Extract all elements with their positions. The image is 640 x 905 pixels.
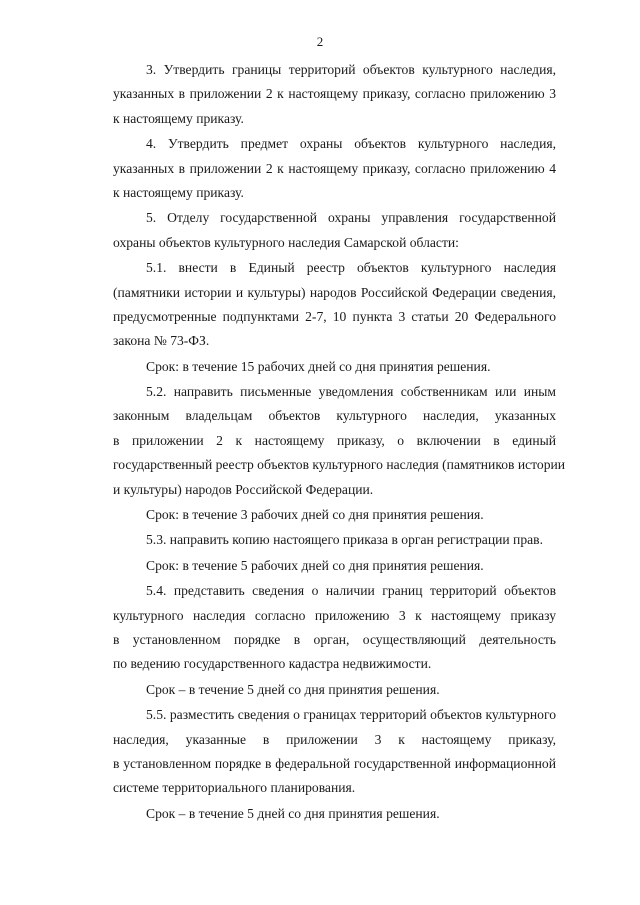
- text-line: 5.5. разместить сведения о границах территорий объектов культурного: [146, 707, 556, 723]
- text-line: Срок: в течение 5 рабочих дней со дня принятия решения.: [146, 557, 484, 573]
- text-line: в установленном порядке в федеральной государственной информационной: [113, 755, 556, 771]
- deadline-5-5: [113, 802, 556, 826]
- text-line: наследия, указанные в приложении 3 к настоящему приказу,: [113, 731, 556, 747]
- text-line: 5.2. направить письменные уведомления собственникам или иным: [146, 384, 556, 400]
- text-line: предусмотренные подпунктами 2-7, 10 пункта 3 статьи 20 Федерального: [113, 308, 556, 324]
- paragraph-item-5-2: [113, 380, 566, 502]
- document-body: [113, 58, 566, 827]
- page-number: 2: [316, 34, 324, 49]
- paragraph-item-4: [113, 132, 556, 205]
- text-line: к настоящему приказу.: [113, 184, 244, 200]
- text-line: законным владельцам объектов культурного наследия, указанных: [113, 408, 556, 424]
- text-line: в установленном порядке в орган, осуществляющий деятельность: [113, 631, 556, 647]
- text-line: Срок – в течение 5 дней со дня принятия решения.: [146, 681, 440, 697]
- deadline-5-3: [113, 554, 556, 578]
- deadline-5-2: [113, 503, 556, 527]
- text-line: Срок – в течение 5 дней со дня принятия решения.: [146, 805, 440, 821]
- text-line: 4. Утвердить предмет охраны объектов культурного наследия,: [146, 136, 556, 152]
- paragraph-item-5-4: [113, 579, 556, 677]
- text-line: Срок: в течение 15 рабочих дней со дня принятия решения.: [146, 358, 491, 374]
- text-line: указанных в приложении 2 к настоящему приказу, согласно приложению 4: [113, 160, 556, 176]
- text-line: системе территориального планирования.: [113, 780, 356, 796]
- text-line: указанных в приложении 2 к настоящему приказу, согласно приложению 3: [113, 86, 556, 102]
- text-line: государственный реестр объектов культурного наследия (памятников истории: [113, 457, 566, 473]
- text-line: 5.1. внести в Единый реестр объектов культурного наследия: [146, 260, 556, 276]
- text-line: в приложении 2 к настоящему приказу, о включении в единый: [113, 432, 556, 448]
- deadline-5-4: [113, 678, 556, 702]
- text-line: охраны объектов культурного наследия Самарской области:: [113, 234, 459, 250]
- text-line: 5.4. представить сведения о наличии границ территорий объектов: [146, 583, 556, 599]
- text-line: Срок: в течение 3 рабочих дней со дня принятия решения.: [146, 507, 484, 523]
- paragraph-item-5: [113, 206, 556, 255]
- paragraph-item-5-3: [113, 528, 556, 552]
- text-line: к настоящему приказу.: [113, 110, 244, 126]
- text-line: закона № 73-ФЗ.: [113, 333, 210, 349]
- text-line: 3. Утвердить границы территорий объектов культурного наследия,: [146, 62, 556, 77]
- paragraph-item-3: [113, 58, 556, 131]
- deadline-5-1: [113, 355, 556, 379]
- text-line: культурного наследия согласно приложению 3 к настоящему приказу: [113, 607, 556, 623]
- paragraph-item-5-1: [113, 256, 556, 354]
- text-line: по ведению государственного кадастра недвижимости.: [113, 656, 432, 672]
- text-line: (памятники истории и культуры) народов Российской Федерации сведения,: [113, 284, 556, 300]
- paragraph-item-5-5: [113, 703, 556, 801]
- text-line: и культуры) народов Российской Федерации.: [113, 481, 374, 497]
- text-line: 5. Отделу государственной охраны управления государственной: [146, 210, 556, 226]
- text-line: 5.3. направить копию настоящего приказа в орган регистрации прав.: [146, 532, 543, 548]
